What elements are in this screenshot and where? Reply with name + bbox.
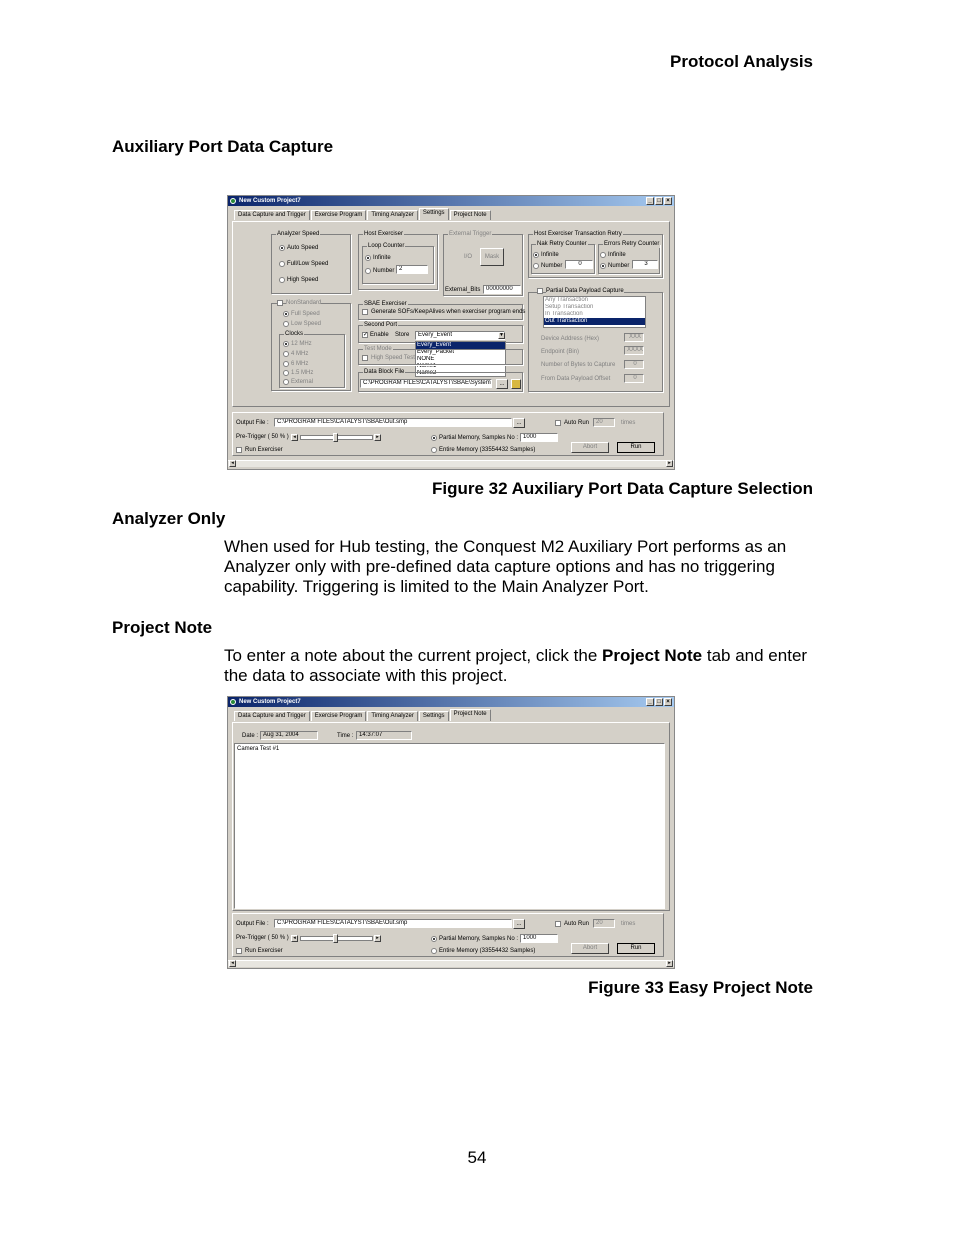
window-title: New Custom Project7 (239, 699, 301, 705)
tab-strip (234, 711, 492, 721)
auto-speed-radio[interactable] (279, 245, 285, 251)
tab-data-capture[interactable]: Data Capture and Trigger (234, 711, 310, 721)
partial-memory-label: Partial Memory, (439, 435, 481, 441)
second-port-enable-label: Enable (370, 332, 389, 338)
loop-infinite-label: Infinite (373, 255, 391, 261)
high-speed-test-checkbox[interactable] (362, 355, 368, 361)
external-trigger-label: External Trigger (449, 231, 492, 237)
app-icon (230, 198, 236, 204)
project-note-text-bold: Project Note (602, 646, 703, 665)
date-field: Aug 31, 2004 (260, 731, 318, 740)
scroll-right-icon[interactable]: ▸ (666, 960, 673, 967)
ns-low-speed-radio[interactable] (283, 321, 289, 327)
tab-project-note[interactable]: Project Note (450, 709, 491, 721)
transaction-list[interactable] (543, 296, 646, 328)
payload-offset-field[interactable]: 0 (624, 374, 644, 383)
horizontal-scrollbar[interactable] (228, 960, 674, 967)
partial-memory-radio[interactable] (431, 936, 437, 942)
clock-6mhz-radio[interactable] (283, 361, 289, 367)
abort-button[interactable]: Abort (571, 943, 609, 954)
autorun-label: Auto Run (564, 420, 590, 426)
list-item[interactable]: Setup Transaction (545, 304, 594, 310)
horizontal-scrollbar[interactable] (228, 460, 674, 467)
times-label: times (621, 420, 636, 426)
date-label: Date : (242, 733, 259, 739)
ns-full-speed-radio[interactable] (283, 311, 289, 317)
minimize-icon[interactable]: _ (646, 698, 654, 706)
high-speed-label: High Speed (287, 277, 319, 283)
pretrigger-label: Pre-Trigger ( 50 % ) (236, 935, 289, 941)
close-icon[interactable]: × (664, 197, 672, 205)
pretrigger-right-icon[interactable]: ▸ (374, 434, 381, 441)
output-file-field[interactable]: C:\PROGRAM FILES\CATALYST\SBAE\Out.smp (274, 919, 512, 928)
nak-number-radio[interactable] (533, 263, 539, 269)
dropdown-option[interactable]: Name1 (417, 363, 437, 369)
tab-exercise-program[interactable]: Exercise Program (311, 210, 367, 220)
clock-1-5mhz-radio[interactable] (283, 370, 289, 376)
pretrigger-label: Pre-Trigger ( 50 % ) (236, 434, 289, 440)
scroll-left-icon[interactable]: ◂ (229, 960, 236, 967)
app-icon (230, 699, 236, 705)
io-label: I/O (464, 254, 473, 260)
minimize-icon[interactable]: _ (646, 197, 654, 205)
errors-infinite-label: Infinite (608, 252, 626, 258)
external-bits-label: External_Bits (445, 287, 481, 293)
high-speed-radio[interactable] (279, 277, 285, 283)
nak-number-field[interactable]: 0 (565, 260, 593, 269)
nonstandard-label: NonStandard (286, 300, 322, 306)
nak-retry-label: Nak Retry Counter (537, 241, 587, 247)
host-exerciser-label: Host Exerciser (364, 231, 404, 237)
ns-full-speed-label: Full Speed (291, 311, 320, 317)
figure-32-caption: Figure 32 Auxiliary Port Data Capture Selection (431, 479, 813, 498)
pretrigger-left-icon[interactable]: ◂ (291, 434, 298, 441)
scroll-right-icon[interactable]: ▸ (666, 460, 673, 467)
chevron-down-icon[interactable]: ▼ (499, 332, 504, 338)
payload-offset-label: From Data Payload Offset (541, 376, 611, 382)
output-file-label: Output File : (236, 420, 269, 426)
analyzer-only-paragraph: When used for Hub testing, the Conquest M2 Auxiliary Port performs as an Analyzer only with pre-defined data capture options and has no triggering capability. Triggering is limited to the Main Analyzer Port. (224, 537, 787, 596)
tab-exercise-program[interactable]: Exercise Program (311, 711, 367, 721)
output-browse-button[interactable]: ... (513, 919, 525, 929)
project-note-textarea[interactable]: Camera Test #1 (234, 743, 665, 909)
samples-label: Samples No : (482, 936, 519, 942)
entire-memory-label: Entire Memory (33554432 Samples) (439, 948, 536, 954)
clock-external-radio[interactable] (283, 379, 289, 385)
nak-infinite-radio[interactable] (533, 252, 539, 258)
full-low-speed-radio[interactable] (279, 261, 285, 267)
payload-label: Partial Data Payload Capture (546, 288, 624, 294)
tab-settings[interactable]: Settings (419, 208, 449, 220)
clock-12mhz-label: 12 MHz (291, 341, 312, 347)
run-button[interactable]: Run (617, 943, 655, 954)
full-low-speed-label: Full/Low Speed (287, 261, 329, 267)
run-button[interactable]: Run (617, 442, 655, 453)
data-block-label: Data Block File (364, 369, 405, 375)
second-port-enable-checkbox[interactable]: ✓ (363, 332, 369, 338)
samples-label: Samples No : (482, 435, 519, 441)
samples-field[interactable]: 1000 (520, 433, 558, 442)
loop-number-label: Number (373, 268, 395, 274)
pretrigger-left-icon[interactable]: ◂ (291, 935, 298, 942)
dropdown-option[interactable]: NONE (417, 356, 435, 362)
loop-number-radio[interactable] (365, 268, 371, 274)
store-label: Store (395, 332, 410, 338)
high-speed-test-label: High Speed Test (371, 355, 415, 361)
pretrigger-thumb[interactable] (333, 433, 338, 442)
samples-field[interactable]: 1000 (520, 934, 558, 943)
nak-infinite-label: Infinite (541, 252, 559, 258)
sbae-exerciser-label: SBAE Exerciser (364, 301, 407, 307)
transaction-retry-label: Host Exerciser Transaction Retry (534, 231, 622, 237)
maximize-icon[interactable]: □ (655, 698, 663, 706)
loop-counter-label: Loop Counter (368, 243, 405, 249)
output-file-label: Output File : (236, 921, 269, 927)
clock-6mhz-label: 6 MHz (291, 361, 309, 367)
tab-data-capture[interactable]: Data Capture and Trigger (234, 210, 310, 220)
run-exerciser-checkbox[interactable] (236, 948, 242, 954)
project-note-text-post: tab and enter the data to associate with this project. (224, 646, 808, 685)
autorun-checkbox[interactable] (555, 420, 561, 426)
running-header: Protocol Analysis (670, 52, 813, 71)
tab-timing-analyzer[interactable]: Timing Analyzer (367, 210, 417, 220)
pretrigger-right-icon[interactable]: ▸ (374, 935, 381, 942)
partial-memory-radio[interactable] (431, 435, 437, 441)
test-mode-label: Test Mode (364, 346, 392, 352)
times-label: times (621, 921, 636, 927)
list-item[interactable]: Any Transaction (545, 297, 589, 303)
clock-4mhz-radio[interactable] (283, 351, 289, 357)
loop-number-field[interactable]: 2 (396, 265, 428, 274)
errors-number-field[interactable]: 3 (632, 260, 658, 269)
autorun-checkbox[interactable] (555, 921, 561, 927)
errors-number-radio[interactable] (600, 263, 606, 269)
dropdown-option[interactable]: Every_Packet (417, 349, 455, 355)
time-label: Time : (337, 733, 354, 739)
loop-infinite-radio[interactable] (365, 255, 371, 261)
ns-low-speed-label: Low Speed (291, 321, 322, 327)
clock-12mhz-radio[interactable] (283, 341, 289, 347)
payload-checkbox[interactable] (537, 288, 543, 294)
device-address-label: Device Address (Hex) (541, 336, 600, 342)
abort-button[interactable]: Abort (571, 442, 609, 453)
close-icon[interactable]: × (664, 698, 672, 706)
clock-external-label: External (291, 379, 314, 385)
autorun-label: Auto Run (564, 921, 590, 927)
generate-sof-checkbox[interactable] (362, 309, 368, 315)
autorun-field[interactable]: 20 (593, 919, 615, 928)
errors-retry-label: Errors Retry Counter (604, 241, 660, 247)
title-bar (228, 697, 674, 707)
run-exerciser-label: Run Exerciser (245, 447, 283, 453)
external-bits-field[interactable]: 00000000 (483, 285, 521, 294)
entire-memory-radio[interactable] (431, 948, 437, 954)
output-file-field[interactable]: C:\PROGRAM FILES\CATALYST\SBAE\Out.smp (274, 418, 512, 427)
bytes-to-capture-field[interactable]: 0 (624, 360, 644, 369)
data-block-browse-button[interactable]: ... (496, 379, 508, 389)
clocks-label: Clocks (285, 331, 304, 337)
clock-1-5mhz-label: 1.5 MHz (291, 370, 314, 376)
dropdown-option[interactable]: Name2 (417, 370, 437, 376)
maximize-icon[interactable]: □ (655, 197, 663, 205)
bytes-to-capture-label: Number of Bytes to Capture (541, 362, 616, 368)
second-port-label: Second Port (364, 322, 398, 328)
partial-memory-label: Partial Memory, (439, 936, 481, 942)
project-note-paragraph (224, 646, 824, 686)
folder-icon[interactable] (511, 379, 521, 389)
nonstandard-checkbox[interactable] (277, 300, 283, 306)
figure-33-caption: Figure 33 Easy Project Note (588, 978, 813, 997)
window-title: New Custom Project7 (239, 198, 301, 204)
clock-4mhz-label: 4 MHz (291, 351, 309, 357)
errors-infinite-radio[interactable] (600, 252, 606, 258)
data-block-field[interactable]: C:\PROGRAM FILES\CATALYST\SBAE\System (360, 379, 492, 388)
auto-speed-label: Auto Speed (287, 245, 319, 251)
section-heading-analyzer-only: Analyzer Only (112, 509, 226, 528)
entire-memory-radio[interactable] (431, 447, 437, 453)
generate-sof-label: Generate SOFs/KeepAlives when exerciser program ends (371, 309, 526, 315)
autorun-field[interactable]: 20 (593, 418, 615, 427)
endpoint-field[interactable]: XXXX (624, 346, 644, 355)
nak-number-label: Number (541, 263, 563, 269)
analyzer-speed-label: Analyzer Speed (277, 231, 320, 237)
run-exerciser-checkbox[interactable] (236, 447, 242, 453)
endpoint-label: Endpoint (Bin) (541, 349, 580, 355)
section-heading-project-note: Project Note (112, 618, 213, 637)
pretrigger-thumb[interactable] (333, 934, 338, 943)
mask-button[interactable]: Mask (480, 248, 504, 266)
run-exerciser-label: Run Exerciser (245, 948, 283, 954)
tab-settings[interactable]: Settings (419, 711, 449, 721)
title-bar (228, 196, 674, 206)
store-select[interactable]: Every_Event (415, 331, 505, 340)
tab-timing-analyzer[interactable]: Timing Analyzer (367, 711, 417, 721)
tab-strip (234, 210, 492, 220)
figure-32-window (227, 195, 675, 470)
section-heading-aux-port: Auxiliary Port Data Capture (112, 137, 334, 156)
time-field: 14:37:07 (356, 731, 412, 740)
page-number: 54 (467, 1148, 487, 1167)
output-browse-button[interactable]: ... (513, 418, 525, 428)
list-item[interactable]: Out Transaction (544, 318, 645, 325)
entire-memory-label: Entire Memory (33554432 Samples) (439, 447, 536, 453)
errors-number-label: Number (608, 263, 630, 269)
tab-project-note[interactable]: Project Note (450, 210, 491, 220)
device-address-field[interactable]: XXX (624, 333, 644, 342)
scroll-left-icon[interactable]: ◂ (229, 460, 236, 467)
list-item[interactable]: In Transaction (545, 311, 583, 317)
project-note-text-pre: To enter a note about the current project, click the (224, 646, 602, 665)
dropdown-option[interactable]: Every_Event (416, 342, 505, 349)
figure-33-window (227, 696, 675, 969)
